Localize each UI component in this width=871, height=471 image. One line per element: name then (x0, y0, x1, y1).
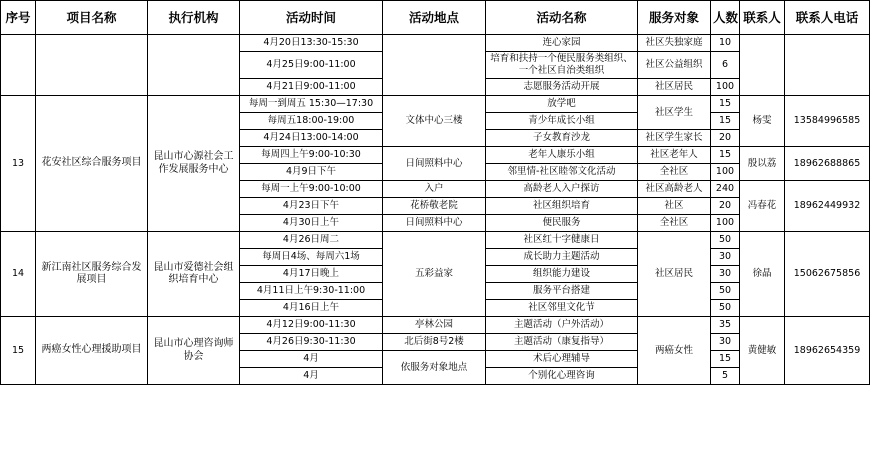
header-row (1, 1, 870, 35)
activity-time: 4月21日9:00-11:00 (240, 79, 383, 96)
activity-time: 4月16日上午 (240, 300, 383, 317)
headcount: 100 (711, 79, 740, 96)
activity-time: 4月 (240, 368, 383, 385)
service-target: 社区学生 (638, 96, 711, 130)
contact-phone: 18962688865 (785, 147, 870, 181)
activity-name: 成长助力主题活动 (486, 249, 638, 266)
activity-time: 4月24日13:00-14:00 (240, 130, 383, 147)
headcount: 30 (711, 334, 740, 351)
empty-cell (1, 35, 36, 96)
service-target: 社区失独家庭 (638, 35, 711, 52)
header-contact: 联系人 (740, 1, 785, 35)
empty-cell (36, 35, 148, 96)
headcount: 15 (711, 96, 740, 113)
activity-time: 4月 (240, 351, 383, 368)
header-activity-time: 活动时间 (240, 1, 383, 35)
empty-cell (785, 35, 870, 96)
headcount: 50 (711, 232, 740, 249)
activity-time: 每周一上午9:00-10:00 (240, 181, 383, 198)
header-activity-location: 活动地点 (383, 1, 486, 35)
activity-time: 4月12日9:00-11:30 (240, 317, 383, 334)
activity-time: 4月26日周二 (240, 232, 383, 249)
service-target: 社区高龄老人 (638, 181, 711, 198)
activity-name: 志愿服务活动开展 (486, 79, 638, 96)
project-number: 14 (1, 232, 36, 317)
table-row (1, 96, 870, 113)
empty-cell (740, 35, 785, 96)
activity-location: 北后街8号2楼 (383, 334, 486, 351)
activity-name: 个别化心理咨询 (486, 368, 638, 385)
service-target: 社区公益组织 (638, 52, 711, 79)
headcount: 100 (711, 164, 740, 181)
activity-name: 组织能力建设 (486, 266, 638, 283)
project-title: 两癌女性心理援助项目 (36, 317, 148, 385)
header-agency: 执行机构 (148, 1, 240, 35)
headcount: 50 (711, 283, 740, 300)
activity-location: 依服务对象地点 (383, 351, 486, 385)
activity-name: 社区邻里文化节 (486, 300, 638, 317)
project-agency: 昆山市爱德社会组织培育中心 (148, 232, 240, 317)
activity-time: 4月9日下午 (240, 164, 383, 181)
header-activity-name: 活动名称 (486, 1, 638, 35)
headcount: 15 (711, 351, 740, 368)
activity-name: 高龄老人入户探访 (486, 181, 638, 198)
empty-cell (148, 35, 240, 96)
activity-location: 入户 (383, 181, 486, 198)
table-row (1, 317, 870, 334)
activity-time: 每周五18:00-19:00 (240, 113, 383, 130)
project-number: 13 (1, 96, 36, 232)
activity-name: 主题活动（康复指导） (486, 334, 638, 351)
activity-location: 花桥敬老院 (383, 198, 486, 215)
headcount: 100 (711, 215, 740, 232)
empty-cell (383, 35, 486, 96)
headcount: 50 (711, 300, 740, 317)
activity-name: 社区红十字健康日 (486, 232, 638, 249)
service-target: 全社区 (638, 215, 711, 232)
contact-phone: 18962654359 (785, 317, 870, 385)
contact-name: 黄健敏 (740, 317, 785, 385)
project-agency: 昆山市心源社会工作发展服务中心 (148, 96, 240, 232)
activity-name: 子女教育沙龙 (486, 130, 638, 147)
contact-phone: 15062675856 (785, 232, 870, 317)
header-contact-phone: 联系人电话 (785, 1, 870, 35)
activity-name: 服务平台搭建 (486, 283, 638, 300)
activity-time: 4月17日晚上 (240, 266, 383, 283)
activity-time: 4月25日9:00-11:00 (240, 52, 383, 79)
activity-location: 亭林公园 (383, 317, 486, 334)
activity-time: 4月20日13:30-15:30 (240, 35, 383, 52)
service-target: 社区学生家长 (638, 130, 711, 147)
activity-name: 社区组织培育 (486, 198, 638, 215)
activity-name: 青少年成长小组 (486, 113, 638, 130)
activity-name: 便民服务 (486, 215, 638, 232)
activity-time: 4月30日上午 (240, 215, 383, 232)
activity-time: 4月11日上午9:30-11:00 (240, 283, 383, 300)
activity-name: 放学吧 (486, 96, 638, 113)
contact-name: 杨雯 (740, 96, 785, 147)
activity-time: 每周四上午9:00-10:30 (240, 147, 383, 164)
activity-location: 日间照料中心 (383, 215, 486, 232)
activity-name: 术后心理辅导 (486, 351, 638, 368)
headcount: 6 (711, 52, 740, 79)
activity-name: 邻里情-社区睦邻文化活动 (486, 164, 638, 181)
headcount: 15 (711, 113, 740, 130)
header-no: 序号 (1, 1, 36, 35)
header-service-target: 服务对象 (638, 1, 711, 35)
headcount: 35 (711, 317, 740, 334)
headcount: 20 (711, 198, 740, 215)
activity-name: 培育和扶持一个便民服务类组织、一个社区自治类组织 (486, 52, 638, 79)
headcount: 20 (711, 130, 740, 147)
activity-name: 连心家园 (486, 35, 638, 52)
project-title: 新江南社区服务综合发展项目 (36, 232, 148, 317)
contact-name: 徐晶 (740, 232, 785, 317)
project-agency: 昆山市心理咨询师协会 (148, 317, 240, 385)
service-target: 全社区 (638, 164, 711, 181)
activity-location: 文体中心三楼 (383, 96, 486, 147)
service-target: 社区 (638, 198, 711, 215)
contact-name: 殷以荔 (740, 147, 785, 181)
headcount: 10 (711, 35, 740, 52)
project-title: 花安社区综合服务项目 (36, 96, 148, 232)
table-row (1, 232, 870, 249)
header-headcount: 人数 (711, 1, 740, 35)
project-number: 15 (1, 317, 36, 385)
headcount: 240 (711, 181, 740, 198)
headcount: 30 (711, 266, 740, 283)
service-target: 两癌女性 (638, 317, 711, 385)
headcount: 30 (711, 249, 740, 266)
contact-phone: 18962449932 (785, 181, 870, 232)
contact-phone: 13584996585 (785, 96, 870, 147)
activity-time: 每周日4场、每周六1场 (240, 249, 383, 266)
activity-name: 老年人康乐小组 (486, 147, 638, 164)
activity-name: 主题活动（户外活动） (486, 317, 638, 334)
service-target: 社区老年人 (638, 147, 711, 164)
service-target: 社区居民 (638, 79, 711, 96)
table-row (1, 35, 870, 52)
activity-location: 日间照料中心 (383, 147, 486, 181)
service-target: 社区居民 (638, 232, 711, 317)
headcount: 5 (711, 368, 740, 385)
activity-time: 4月26日9:30-11:30 (240, 334, 383, 351)
header-project-name: 项目名称 (36, 1, 148, 35)
activity-time: 每周一到周五 15:30—17:30 (240, 96, 383, 113)
contact-name: 冯春花 (740, 181, 785, 232)
activity-location: 五彩益家 (383, 232, 486, 317)
activity-time: 4月23日下午 (240, 198, 383, 215)
headcount: 15 (711, 147, 740, 164)
